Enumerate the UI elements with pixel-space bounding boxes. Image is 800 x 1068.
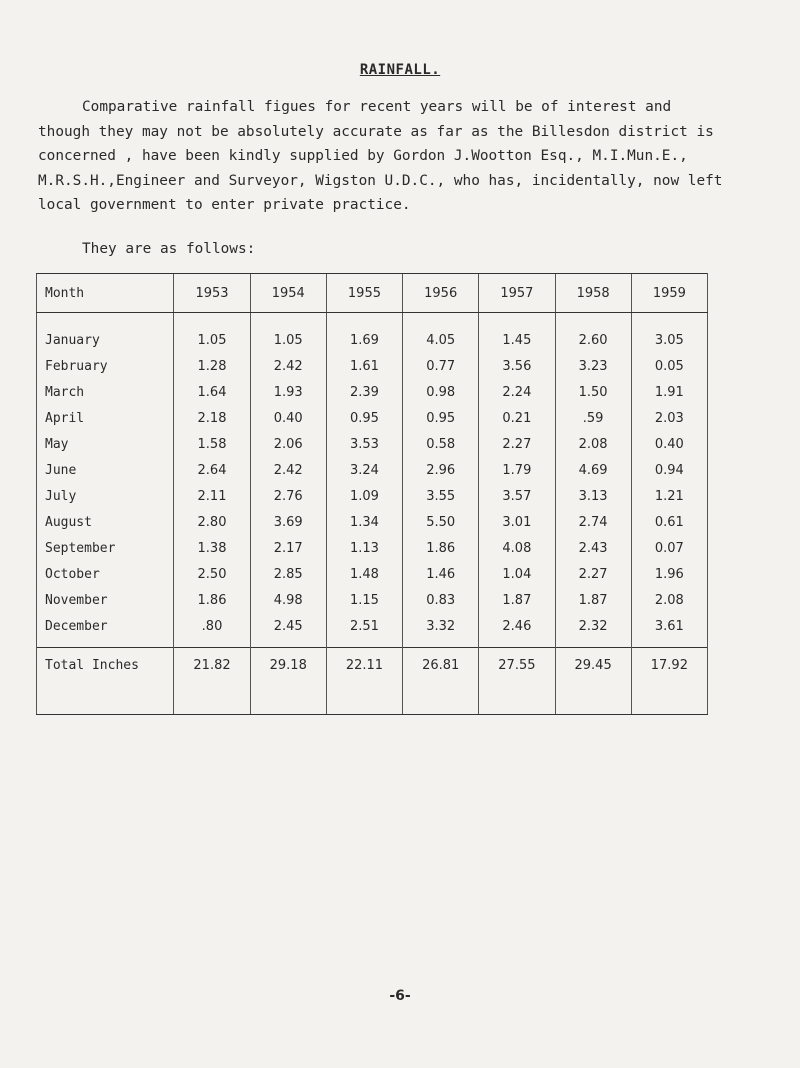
table-row bbox=[37, 431, 708, 457]
value-cell: 3.24 bbox=[326, 457, 402, 483]
table-row bbox=[37, 483, 708, 509]
value-cell: 0.61 bbox=[631, 509, 707, 535]
value-cell: 0.40 bbox=[631, 431, 707, 457]
value-cell: 3.05 bbox=[631, 313, 707, 354]
value-cell: 1.79 bbox=[479, 457, 555, 483]
total-label: Total Inches bbox=[37, 648, 174, 715]
value-cell: 2.51 bbox=[326, 613, 402, 648]
value-cell: 2.64 bbox=[174, 457, 250, 483]
total-row bbox=[37, 648, 708, 715]
table-row bbox=[37, 457, 708, 483]
value-cell: 3.55 bbox=[403, 483, 479, 509]
value-cell: 2.27 bbox=[479, 431, 555, 457]
month-cell: December bbox=[37, 613, 174, 648]
month-cell: October bbox=[37, 561, 174, 587]
table-row bbox=[37, 535, 708, 561]
value-cell: 2.17 bbox=[250, 535, 326, 561]
value-cell: 1.87 bbox=[555, 587, 631, 613]
value-cell: 2.39 bbox=[326, 379, 402, 405]
value-cell: 0.77 bbox=[403, 353, 479, 379]
value-cell: 1.48 bbox=[326, 561, 402, 587]
value-cell: 3.01 bbox=[479, 509, 555, 535]
value-cell: 0.58 bbox=[403, 431, 479, 457]
year-header: 1958 bbox=[555, 274, 631, 313]
value-cell: 1.05 bbox=[174, 313, 250, 354]
value-cell: 2.27 bbox=[555, 561, 631, 587]
intro-line: though they may not be absolutely accurate as far as the Billesdon district is bbox=[38, 123, 714, 140]
value-cell: 2.42 bbox=[250, 457, 326, 483]
year-header: 1956 bbox=[403, 274, 479, 313]
table-row bbox=[37, 613, 708, 648]
year-header: 1959 bbox=[631, 274, 707, 313]
month-cell: June bbox=[37, 457, 174, 483]
value-cell: 2.85 bbox=[250, 561, 326, 587]
value-cell: 4.98 bbox=[250, 587, 326, 613]
header-row bbox=[37, 274, 708, 313]
year-header: 1954 bbox=[250, 274, 326, 313]
value-cell: 1.69 bbox=[326, 313, 402, 354]
intro-paragraph bbox=[38, 95, 778, 218]
value-cell: 0.21 bbox=[479, 405, 555, 431]
value-cell: 3.53 bbox=[326, 431, 402, 457]
value-cell: 2.45 bbox=[250, 613, 326, 648]
value-cell: 1.86 bbox=[174, 587, 250, 613]
value-cell: 2.50 bbox=[174, 561, 250, 587]
value-cell: 0.83 bbox=[403, 587, 479, 613]
value-cell: 1.61 bbox=[326, 353, 402, 379]
value-cell: 1.96 bbox=[631, 561, 707, 587]
total-cell: 26.81 bbox=[403, 648, 479, 715]
value-cell: 1.50 bbox=[555, 379, 631, 405]
total-cell: 22.11 bbox=[326, 648, 402, 715]
value-cell: 5.50 bbox=[403, 509, 479, 535]
value-cell: 4.05 bbox=[403, 313, 479, 354]
value-cell: 1.09 bbox=[326, 483, 402, 509]
value-cell: 2.46 bbox=[479, 613, 555, 648]
total-cell: 17.92 bbox=[631, 648, 707, 715]
value-cell: 0.95 bbox=[403, 405, 479, 431]
rainfall-table-container bbox=[36, 273, 708, 715]
table-row bbox=[37, 313, 708, 354]
year-header: 1957 bbox=[479, 274, 555, 313]
value-cell: 1.93 bbox=[250, 379, 326, 405]
value-cell: 3.13 bbox=[555, 483, 631, 509]
value-cell: 1.45 bbox=[479, 313, 555, 354]
value-cell: 1.13 bbox=[326, 535, 402, 561]
value-cell: 2.03 bbox=[631, 405, 707, 431]
value-cell: 2.24 bbox=[479, 379, 555, 405]
value-cell: 1.04 bbox=[479, 561, 555, 587]
follows-text: They are as follows: bbox=[82, 241, 256, 257]
value-cell: 1.38 bbox=[174, 535, 250, 561]
total-cell: 21.82 bbox=[174, 648, 250, 715]
total-cell: 27.55 bbox=[479, 648, 555, 715]
value-cell: 2.08 bbox=[631, 587, 707, 613]
value-cell: 0.98 bbox=[403, 379, 479, 405]
value-cell: 3.32 bbox=[403, 613, 479, 648]
value-cell: 3.23 bbox=[555, 353, 631, 379]
value-cell: 1.64 bbox=[174, 379, 250, 405]
table-row bbox=[37, 379, 708, 405]
month-header: Month bbox=[37, 274, 174, 313]
value-cell: 2.32 bbox=[555, 613, 631, 648]
value-cell: 1.87 bbox=[479, 587, 555, 613]
value-cell: 2.08 bbox=[555, 431, 631, 457]
table-row bbox=[37, 509, 708, 535]
intro-line: local government to enter private practice. bbox=[38, 197, 411, 213]
value-cell: 1.05 bbox=[250, 313, 326, 354]
table-row bbox=[37, 587, 708, 613]
value-cell: 3.61 bbox=[631, 613, 707, 648]
value-cell: 1.86 bbox=[403, 535, 479, 561]
month-cell: August bbox=[37, 509, 174, 535]
page-number: -6- bbox=[389, 988, 411, 1004]
value-cell: 0.94 bbox=[631, 457, 707, 483]
value-cell: 2.74 bbox=[555, 509, 631, 535]
month-cell: March bbox=[37, 379, 174, 405]
value-cell: 1.15 bbox=[326, 587, 402, 613]
table-row bbox=[37, 561, 708, 587]
value-cell: .59 bbox=[555, 405, 631, 431]
value-cell: 0.07 bbox=[631, 535, 707, 561]
value-cell: 4.08 bbox=[479, 535, 555, 561]
value-cell: 2.42 bbox=[250, 353, 326, 379]
value-cell: 4.69 bbox=[555, 457, 631, 483]
month-cell: January bbox=[37, 313, 174, 354]
table-row bbox=[37, 405, 708, 431]
table-row bbox=[37, 353, 708, 379]
month-cell: July bbox=[37, 483, 174, 509]
total-cell: 29.45 bbox=[555, 648, 631, 715]
year-header: 1953 bbox=[174, 274, 250, 313]
value-cell: 2.43 bbox=[555, 535, 631, 561]
intro-line: Comparative rainfall figues for recent years will be of interest and bbox=[82, 99, 672, 115]
value-cell: 1.46 bbox=[403, 561, 479, 587]
value-cell: 3.56 bbox=[479, 353, 555, 379]
value-cell: 0.40 bbox=[250, 405, 326, 431]
value-cell: 2.06 bbox=[250, 431, 326, 457]
value-cell: 2.11 bbox=[174, 483, 250, 509]
month-cell: September bbox=[37, 535, 174, 561]
year-header: 1955 bbox=[326, 274, 402, 313]
value-cell: 2.60 bbox=[555, 313, 631, 354]
month-cell: April bbox=[37, 405, 174, 431]
total-cell: 29.18 bbox=[250, 648, 326, 715]
value-cell: 2.80 bbox=[174, 509, 250, 535]
page-title: RAINFALL. bbox=[359, 62, 441, 78]
month-cell: November bbox=[37, 587, 174, 613]
month-cell: May bbox=[37, 431, 174, 457]
intro-line: concerned , have been kindly supplied by Gordon J.Wootton Esq., M.I.Mun.E., bbox=[38, 148, 688, 164]
value-cell: 3.57 bbox=[479, 483, 555, 509]
value-cell: 1.21 bbox=[631, 483, 707, 509]
value-cell: 1.58 bbox=[174, 431, 250, 457]
value-cell: 3.69 bbox=[250, 509, 326, 535]
value-cell: 2.96 bbox=[403, 457, 479, 483]
intro-line: M.R.S.H.,Engineer and Surveyor, Wigston U.D.C., who has, incidentally, now left bbox=[38, 172, 723, 189]
rainfall-table bbox=[36, 273, 708, 715]
value-cell: 1.91 bbox=[631, 379, 707, 405]
value-cell: 2.76 bbox=[250, 483, 326, 509]
month-cell: February bbox=[37, 353, 174, 379]
value-cell: 0.05 bbox=[631, 353, 707, 379]
value-cell: 0.95 bbox=[326, 405, 402, 431]
value-cell: 1.34 bbox=[326, 509, 402, 535]
value-cell: 1.28 bbox=[174, 353, 250, 379]
value-cell: .80 bbox=[174, 613, 250, 648]
value-cell: 2.18 bbox=[174, 405, 250, 431]
